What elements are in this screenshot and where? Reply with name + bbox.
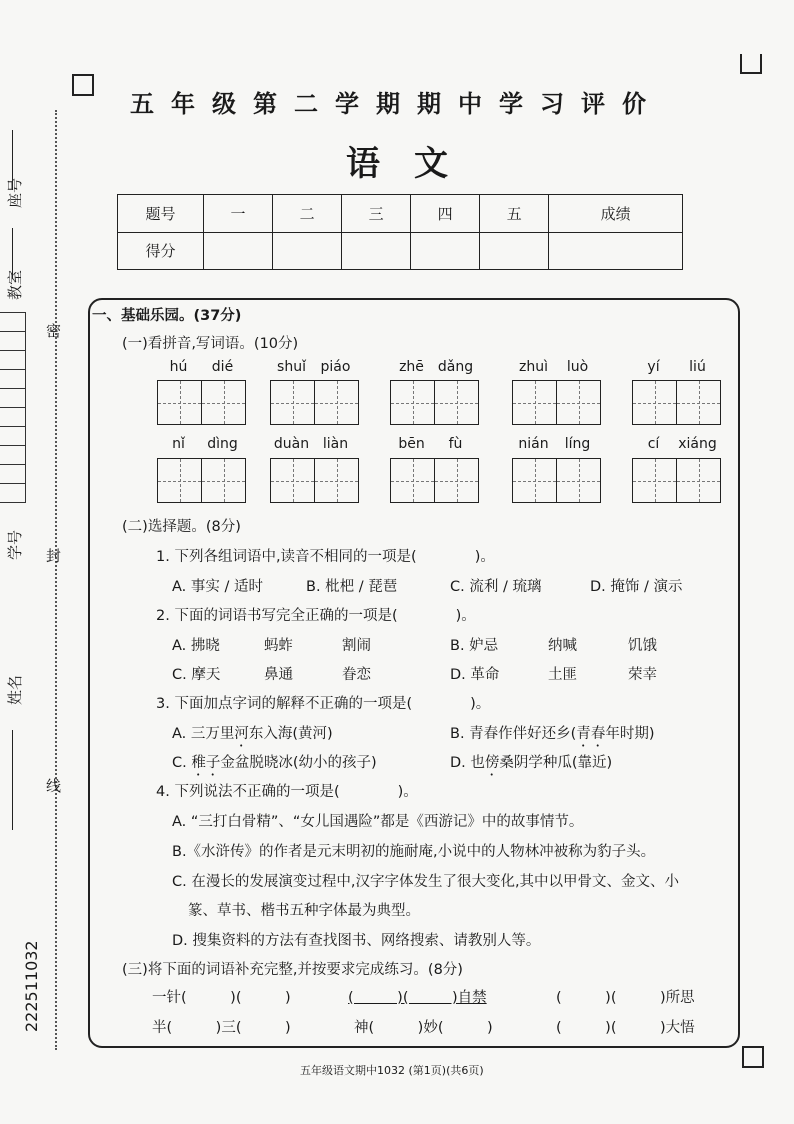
writing-grid[interactable]: [632, 458, 721, 503]
pinyin-label: luò: [566, 359, 589, 375]
paper-code: 222511032: [22, 940, 41, 1032]
idiom-6[interactable]: ( )( )大悟: [556, 1020, 695, 1036]
pinyin-label: duàn: [273, 436, 310, 452]
q2-a-word3: 割闹: [342, 638, 371, 654]
corner-mark-tl: [72, 74, 94, 96]
seal-feng: 封: [46, 547, 62, 565]
pinyin-label: cí: [647, 436, 660, 452]
writing-cell[interactable]: [271, 381, 315, 424]
pinyin-label: yí: [647, 359, 660, 375]
writing-grid[interactable]: [270, 458, 359, 503]
writing-cell[interactable]: [271, 459, 315, 502]
pinyin-label: liàn: [322, 436, 349, 452]
pinyin-label: nián: [518, 436, 549, 452]
room-label: 教室: [6, 269, 24, 300]
q2-b-word2: 纳喊: [548, 638, 577, 654]
writing-grid[interactable]: [270, 380, 359, 425]
score-cell[interactable]: [273, 232, 342, 270]
question-2: 2. 下面的词语书写完全正确的一项是( )。: [156, 608, 476, 624]
pinyin-label: piáo: [320, 359, 351, 375]
pinyin-label: líng: [564, 436, 591, 452]
idiom-1[interactable]: 一针( )( ): [152, 990, 291, 1006]
writing-cell[interactable]: [158, 459, 202, 502]
writing-grid[interactable]: [390, 458, 479, 503]
pinyin-label: bēn: [398, 436, 425, 452]
q2-c-word1[interactable]: C. 摩天: [172, 667, 221, 683]
question-1: 1. 下列各组词语中,读音不相同的一项是( )。: [156, 549, 495, 565]
q2-d-word2: 土匪: [548, 667, 577, 683]
writing-grid[interactable]: [512, 458, 601, 503]
score-col: 五: [480, 195, 549, 233]
score-col: 二: [273, 195, 342, 233]
subject-title: 语文: [346, 144, 482, 184]
q4-option-b[interactable]: B.《水浒传》的作者是元末明初的施耐庵,小说中的人物林冲被称为豹子头。: [172, 844, 656, 860]
writing-cell[interactable]: [435, 381, 478, 424]
section-heading: 一、基础乐园。(37分): [92, 308, 242, 324]
score-cell[interactable]: [549, 232, 683, 270]
writing-cell[interactable]: [513, 381, 557, 424]
writing-cell[interactable]: [557, 459, 600, 502]
writing-cell[interactable]: [158, 381, 202, 424]
pinyin-label: zhuì: [519, 359, 548, 375]
pinyin-label: dìng: [207, 436, 238, 452]
name-blank: [12, 730, 13, 830]
score-col: 成绩: [549, 195, 683, 233]
pinyin-label: fù: [448, 436, 463, 452]
corner-mark-tr: [740, 54, 762, 74]
idiom-4[interactable]: 半( )三( ): [152, 1020, 291, 1036]
writing-cell[interactable]: [435, 459, 478, 502]
q1-option-d[interactable]: D. 掩饰 / 演示: [590, 579, 683, 595]
writing-grid[interactable]: [512, 380, 601, 425]
hatch-boxes: [0, 312, 26, 502]
q2-c-word3: 眷恋: [342, 667, 371, 683]
writing-grid[interactable]: [632, 380, 721, 425]
writing-cell[interactable]: [557, 381, 600, 424]
score-col: 一: [204, 195, 273, 233]
score-row-label: 题号: [118, 195, 204, 233]
writing-cell[interactable]: [513, 459, 557, 502]
writing-cell[interactable]: [202, 381, 245, 424]
seal-mi: 密: [46, 322, 62, 340]
writing-cell[interactable]: [633, 381, 677, 424]
pinyin-label: dǎng: [437, 359, 474, 375]
q4-option-c[interactable]: C. 在漫长的发展演变过程中,汉字字体发生了很大变化,其中以甲骨文、金文、小: [172, 874, 680, 890]
writing-grid[interactable]: [390, 380, 479, 425]
seal-line: [55, 110, 57, 1050]
pinyin-label: liú: [689, 359, 706, 375]
seat-label: 座号: [6, 177, 24, 208]
q4-option-d[interactable]: D. 搜集资料的方法有查找图书、网络搜索、请教别人等。: [172, 933, 541, 949]
writing-grid[interactable]: [157, 458, 246, 503]
q2-b-word1[interactable]: B. 妒忌: [450, 638, 499, 654]
question-3: 3. 下面加点字词的解释不正确的一项是( )。: [156, 696, 491, 712]
part1-heading: (一)看拼音,写词语。(10分): [122, 336, 299, 352]
pinyin-label: zhē: [399, 359, 424, 375]
part2-heading: (二)选择题。(8分): [122, 519, 241, 535]
score-col: 三: [342, 195, 411, 233]
idiom-2[interactable]: ( )( )自禁: [348, 990, 487, 1006]
q1-option-a[interactable]: A. 事实 / 适时: [172, 579, 263, 595]
student-no-label: 学号: [6, 529, 24, 560]
dotted-char: 稚子: [191, 755, 221, 771]
q2-a-word2: 蚂蚱: [264, 638, 293, 654]
name-label: 姓名: [6, 674, 24, 705]
room-blank: [12, 228, 13, 278]
dotted-char: 河: [234, 726, 249, 742]
q2-d-word3: 荣幸: [628, 667, 657, 683]
idiom-3[interactable]: ( )( )所思: [556, 990, 695, 1006]
writing-cell[interactable]: [315, 381, 358, 424]
seal-xian: 线: [46, 777, 62, 795]
writing-cell[interactable]: [391, 459, 435, 502]
pinyin-label: xiáng: [678, 436, 717, 452]
q2-b-word3: 饥饿: [628, 638, 657, 654]
writing-cell[interactable]: [202, 459, 245, 502]
exam-title: 五年级第二学期期中学习评价: [130, 89, 663, 118]
question-4: 4. 下列说法不正确的一项是( )。: [156, 784, 418, 800]
q2-a-word1[interactable]: A. 拂晓: [172, 638, 220, 654]
writing-cell[interactable]: [315, 459, 358, 502]
writing-cell[interactable]: [391, 381, 435, 424]
q3-option-b[interactable]: B. 青春作伴好还乡(青春年时期): [450, 726, 655, 742]
pinyin-label: nǐ: [172, 436, 185, 452]
writing-cell[interactable]: [633, 459, 677, 502]
pinyin-label: shuǐ: [277, 359, 306, 375]
idiom-5[interactable]: 神( )妙( ): [354, 1020, 493, 1036]
q2-d-word1[interactable]: D. 革命: [450, 667, 500, 683]
q3-option-d[interactable]: D. 也傍桑阴学种瓜(靠近): [450, 755, 613, 771]
pinyin-label: hú: [169, 359, 188, 375]
part3-heading: (三)将下面的词语补充完整,并按要求完成练习。(8分): [122, 962, 463, 978]
corner-mark-br: [742, 1046, 764, 1068]
dotted-char: 青春: [576, 726, 606, 742]
q1-option-b[interactable]: B. 枇杷 / 琵琶: [306, 579, 398, 595]
writing-grid[interactable]: [157, 380, 246, 425]
q1-option-c[interactable]: C. 流利 / 琉璃: [450, 579, 542, 595]
score-cell[interactable]: [480, 232, 549, 270]
pinyin-label: dié: [211, 359, 234, 375]
score-table: [117, 194, 683, 270]
writing-cell[interactable]: [677, 459, 720, 502]
q3-option-c[interactable]: C. 稚子金盆脱晓冰(幼小的孩子): [172, 755, 377, 771]
score-cell[interactable]: [204, 232, 273, 270]
page-footer: 五年级语文期中1032 (第1页)(共6页): [300, 1064, 484, 1077]
score-cell[interactable]: [411, 232, 480, 270]
q2-c-word2: 鼻通: [264, 667, 293, 683]
q4-option-a[interactable]: A. “三打白骨精”、“女儿国遇险”都是《西游记》中的故事情节。: [172, 814, 584, 830]
dotted-char: 傍: [484, 755, 500, 771]
score-col: 四: [411, 195, 480, 233]
score-row-label: 得分: [118, 232, 204, 270]
score-cell[interactable]: [342, 232, 411, 270]
writing-cell[interactable]: [677, 381, 720, 424]
q3-option-a[interactable]: A. 三万里河东入海(黄河): [172, 726, 333, 742]
q4-option-c-cont: 篆、草书、楷书五种字体最为典型。: [188, 903, 420, 919]
